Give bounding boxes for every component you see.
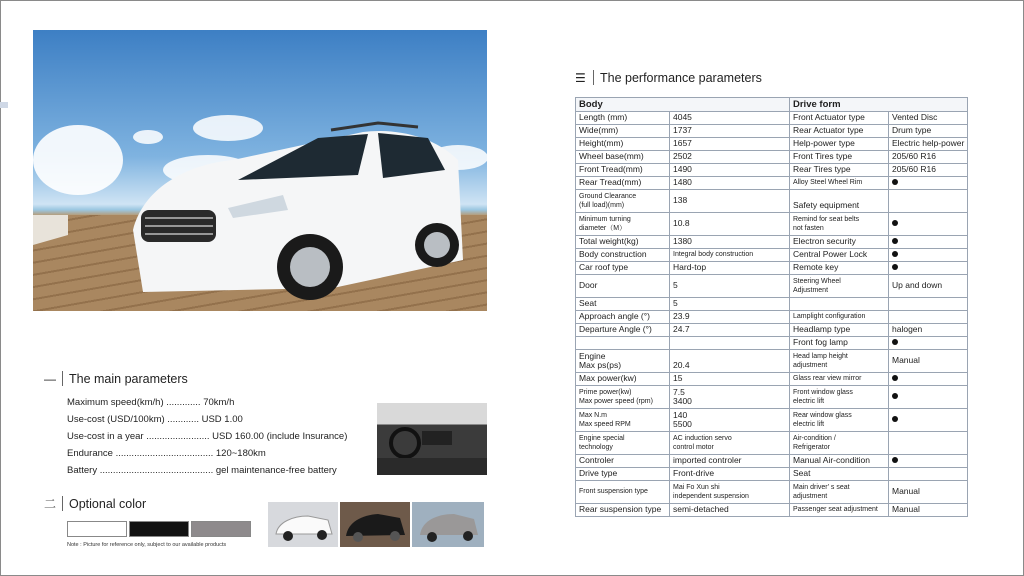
performance-title: The performance parameters: [600, 70, 762, 85]
drive-param-label: Front fog lamp: [790, 337, 889, 350]
drive-param-label: Passenger seat adjustment: [790, 504, 889, 517]
body-param-value: 5: [670, 298, 790, 311]
body-header: Body: [576, 98, 790, 112]
param-max-speed: Maximum speed(km/h) ............. 70km/h: [67, 397, 235, 408]
color-title: Optional color: [69, 496, 147, 511]
body-param-value: 1490: [670, 164, 790, 177]
body-param-label: Departure Angle (°): [576, 324, 670, 337]
drive-param-value: [889, 468, 968, 481]
grey-car-thumbnail: [412, 502, 484, 547]
body-param-value: 1380: [670, 236, 790, 249]
drive-form-header: Drive form: [790, 98, 968, 112]
body-param-label: Engine special technology: [576, 432, 670, 455]
table-row: [576, 177, 968, 190]
param-endurance: Endurance ..................................... 120~180km: [67, 448, 266, 459]
body-param-value: imported controler: [670, 455, 790, 468]
body-param-label: Rear suspension type: [576, 504, 670, 517]
table-row: [576, 275, 968, 298]
feature-dot-icon: [892, 220, 898, 226]
table-row: [576, 324, 968, 337]
body-param-value: 7.5 3400: [670, 386, 790, 409]
feature-dot-icon: [892, 393, 898, 399]
body-param-value: 15: [670, 373, 790, 386]
drive-param-value: Up and down: [889, 275, 968, 298]
drive-param-value: Manual: [889, 504, 968, 517]
body-param-value: 20.4: [670, 350, 790, 373]
color-swatch-grey[interactable]: [191, 521, 251, 537]
param-use-cost: Use-cost (USD/100km) ............ USD 1.00: [67, 414, 243, 425]
drive-param-value: Drum type: [889, 125, 968, 138]
table-row: [576, 350, 968, 373]
drive-param-label: Steering Wheel Adjustment: [790, 275, 889, 298]
drive-param-label: Manual Air-condition: [790, 455, 889, 468]
table-row: [576, 432, 968, 455]
feature-dot-icon: [892, 416, 898, 422]
table-row: [576, 373, 968, 386]
body-param-value: 4045: [670, 112, 790, 125]
body-param-label: Body construction: [576, 249, 670, 262]
table-row: [576, 164, 968, 177]
body-param-label: Max N.m Max speed RPM: [576, 409, 670, 432]
body-param-value: 10.8: [670, 213, 790, 236]
double-lines-icon: 二: [44, 497, 57, 511]
table-row: [576, 468, 968, 481]
drive-param-value: [889, 190, 968, 213]
param-use-cost-year: Use-cost in a year ........................ USD 160.00 (include Insurance): [67, 431, 348, 442]
table-row: [576, 386, 968, 409]
body-param-value: Mai Fo Xun shi independent suspension: [670, 481, 790, 504]
drive-param-value: [889, 455, 968, 468]
feature-dot-icon: [892, 179, 898, 185]
main-params-heading: [44, 371, 188, 386]
edge-marker: [0, 102, 8, 108]
drive-param-label: Central Power Lock: [790, 249, 889, 262]
performance-table: [575, 97, 968, 517]
body-param-value: 23.9: [670, 311, 790, 324]
table-row: [576, 236, 968, 249]
feature-dot-icon: [892, 457, 898, 463]
body-param-label: Engine Max ps(ps): [576, 350, 670, 373]
body-param-label: Wide(mm): [576, 125, 670, 138]
body-param-value: [670, 337, 790, 350]
body-param-label: Wheel base(mm): [576, 151, 670, 164]
drive-param-label: Electron security: [790, 236, 889, 249]
feature-dot-icon: [892, 339, 898, 345]
body-param-label: Drive type: [576, 468, 670, 481]
performance-heading: [575, 70, 762, 85]
drive-param-value: [889, 213, 968, 236]
body-param-label: Front Tread(mm): [576, 164, 670, 177]
dash-icon: —: [44, 371, 56, 386]
table-header-row: [576, 98, 968, 112]
table-row: [576, 504, 968, 517]
body-param-value: 1480: [670, 177, 790, 190]
drive-param-value: [889, 373, 968, 386]
body-param-value: semi-detached: [670, 504, 790, 517]
black-car-thumbnail: [340, 502, 410, 547]
body-param-value: Front-drive: [670, 468, 790, 481]
body-param-label: Seat: [576, 298, 670, 311]
drive-param-value: halogen: [889, 324, 968, 337]
drive-param-label: Headlamp type: [790, 324, 889, 337]
feature-dot-icon: [892, 264, 898, 270]
body-param-value: AC induction servo control motor: [670, 432, 790, 455]
table-row: [576, 125, 968, 138]
table-row: [576, 481, 968, 504]
body-param-label: Approach angle (°): [576, 311, 670, 324]
body-param-label: Max power(kw): [576, 373, 670, 386]
drive-param-label: Rear window glass electric lift: [790, 409, 889, 432]
drive-param-value: [889, 432, 968, 455]
body-param-label: Front suspension type: [576, 481, 670, 504]
table-row: [576, 190, 968, 213]
drive-param-label: Seat: [790, 468, 889, 481]
table-row: [576, 262, 968, 275]
drive-param-value: [889, 236, 968, 249]
drive-param-label: Glass rear view mirror: [790, 373, 889, 386]
drive-param-value: [889, 311, 968, 324]
drive-param-value: [889, 409, 968, 432]
body-param-value: 140 5500: [670, 409, 790, 432]
drive-param-value: [889, 298, 968, 311]
param-battery: Battery ........................................... gel maintenance-free battery: [67, 465, 337, 476]
body-param-value: 5: [670, 275, 790, 298]
table-row: [576, 138, 968, 151]
disclaimer-note: Note : Picture for reference only, subject to our available products: [67, 542, 227, 548]
body-param-label: Length (mm): [576, 112, 670, 125]
drive-param-label: Front Tires type: [790, 151, 889, 164]
interior-photo: [377, 403, 487, 475]
feature-dot-icon: [892, 238, 898, 244]
table-row: [576, 409, 968, 432]
color-swatch-white[interactable]: [67, 521, 127, 537]
feature-dot-icon: [892, 251, 898, 257]
body-param-label: Total weight(kg): [576, 236, 670, 249]
main-params-title: The main parameters: [69, 371, 188, 386]
table-row: [576, 213, 968, 236]
drive-param-label: Remind for seat belts not fasten: [790, 213, 889, 236]
body-param-label: Controler: [576, 455, 670, 468]
body-param-label: Prime power(kw) Max power speed (rpm): [576, 386, 670, 409]
drive-param-label: Remote key: [790, 262, 889, 275]
drive-param-value: [889, 262, 968, 275]
table-row: [576, 337, 968, 350]
table-row: [576, 151, 968, 164]
body-param-label: [576, 337, 670, 350]
body-param-label: Ground Clearance (full load)(mm): [576, 190, 670, 213]
table-row: [576, 311, 968, 324]
drive-param-label: Safety equipment: [790, 190, 889, 213]
body-param-value: Hard-top: [670, 262, 790, 275]
drive-param-value: [889, 249, 968, 262]
menu-lines-icon: ☰: [575, 70, 586, 85]
drive-param-value: [889, 177, 968, 190]
white-car-thumbnail: [268, 502, 338, 547]
table-row: [576, 112, 968, 125]
body-param-value: Integral body construction: [670, 249, 790, 262]
table-row: [576, 455, 968, 468]
body-param-value: 1737: [670, 125, 790, 138]
drive-param-value: [889, 337, 968, 350]
drive-param-value: Manual: [889, 350, 968, 373]
drive-param-label: [790, 298, 889, 311]
drive-param-value: Manual: [889, 481, 968, 504]
drive-param-label: Head lamp height adjustment: [790, 350, 889, 373]
body-param-label: Rear Tread(mm): [576, 177, 670, 190]
body-param-value: 138: [670, 190, 790, 213]
drive-param-label: Alloy Steel Wheel Rim: [790, 177, 889, 190]
color-heading: [44, 495, 146, 512]
body-param-label: Height(mm): [576, 138, 670, 151]
drive-param-label: Lamplight configuration: [790, 311, 889, 324]
body-param-value: 24.7: [670, 324, 790, 337]
table-row: [576, 298, 968, 311]
drive-param-label: Rear Actuator type: [790, 125, 889, 138]
body-param-value: 1657: [670, 138, 790, 151]
body-param-label: Car roof type: [576, 262, 670, 275]
drive-param-value: [889, 386, 968, 409]
body-param-value: 2502: [670, 151, 790, 164]
drive-param-label: Front Actuator type: [790, 112, 889, 125]
drive-param-label: Help-power type: [790, 138, 889, 151]
drive-param-value: 205/60 R16: [889, 151, 968, 164]
drive-param-value: 205/60 R16: [889, 164, 968, 177]
drive-param-label: Front window glass electric lift: [790, 386, 889, 409]
body-param-label: Minimum turning diameter（M）: [576, 213, 670, 236]
drive-param-label: Main driver' s seat adjustment: [790, 481, 889, 504]
drive-param-value: Vented Disc: [889, 112, 968, 125]
drive-param-label: Air-condition / Refrigerator: [790, 432, 889, 455]
color-swatch-black[interactable]: [129, 521, 189, 537]
drive-param-value: Electric help-power: [889, 138, 968, 151]
table-row: [576, 249, 968, 262]
drive-param-label: Rear Tires type: [790, 164, 889, 177]
hero-car-photo: [33, 30, 487, 311]
body-param-label: Door: [576, 275, 670, 298]
feature-dot-icon: [892, 375, 898, 381]
